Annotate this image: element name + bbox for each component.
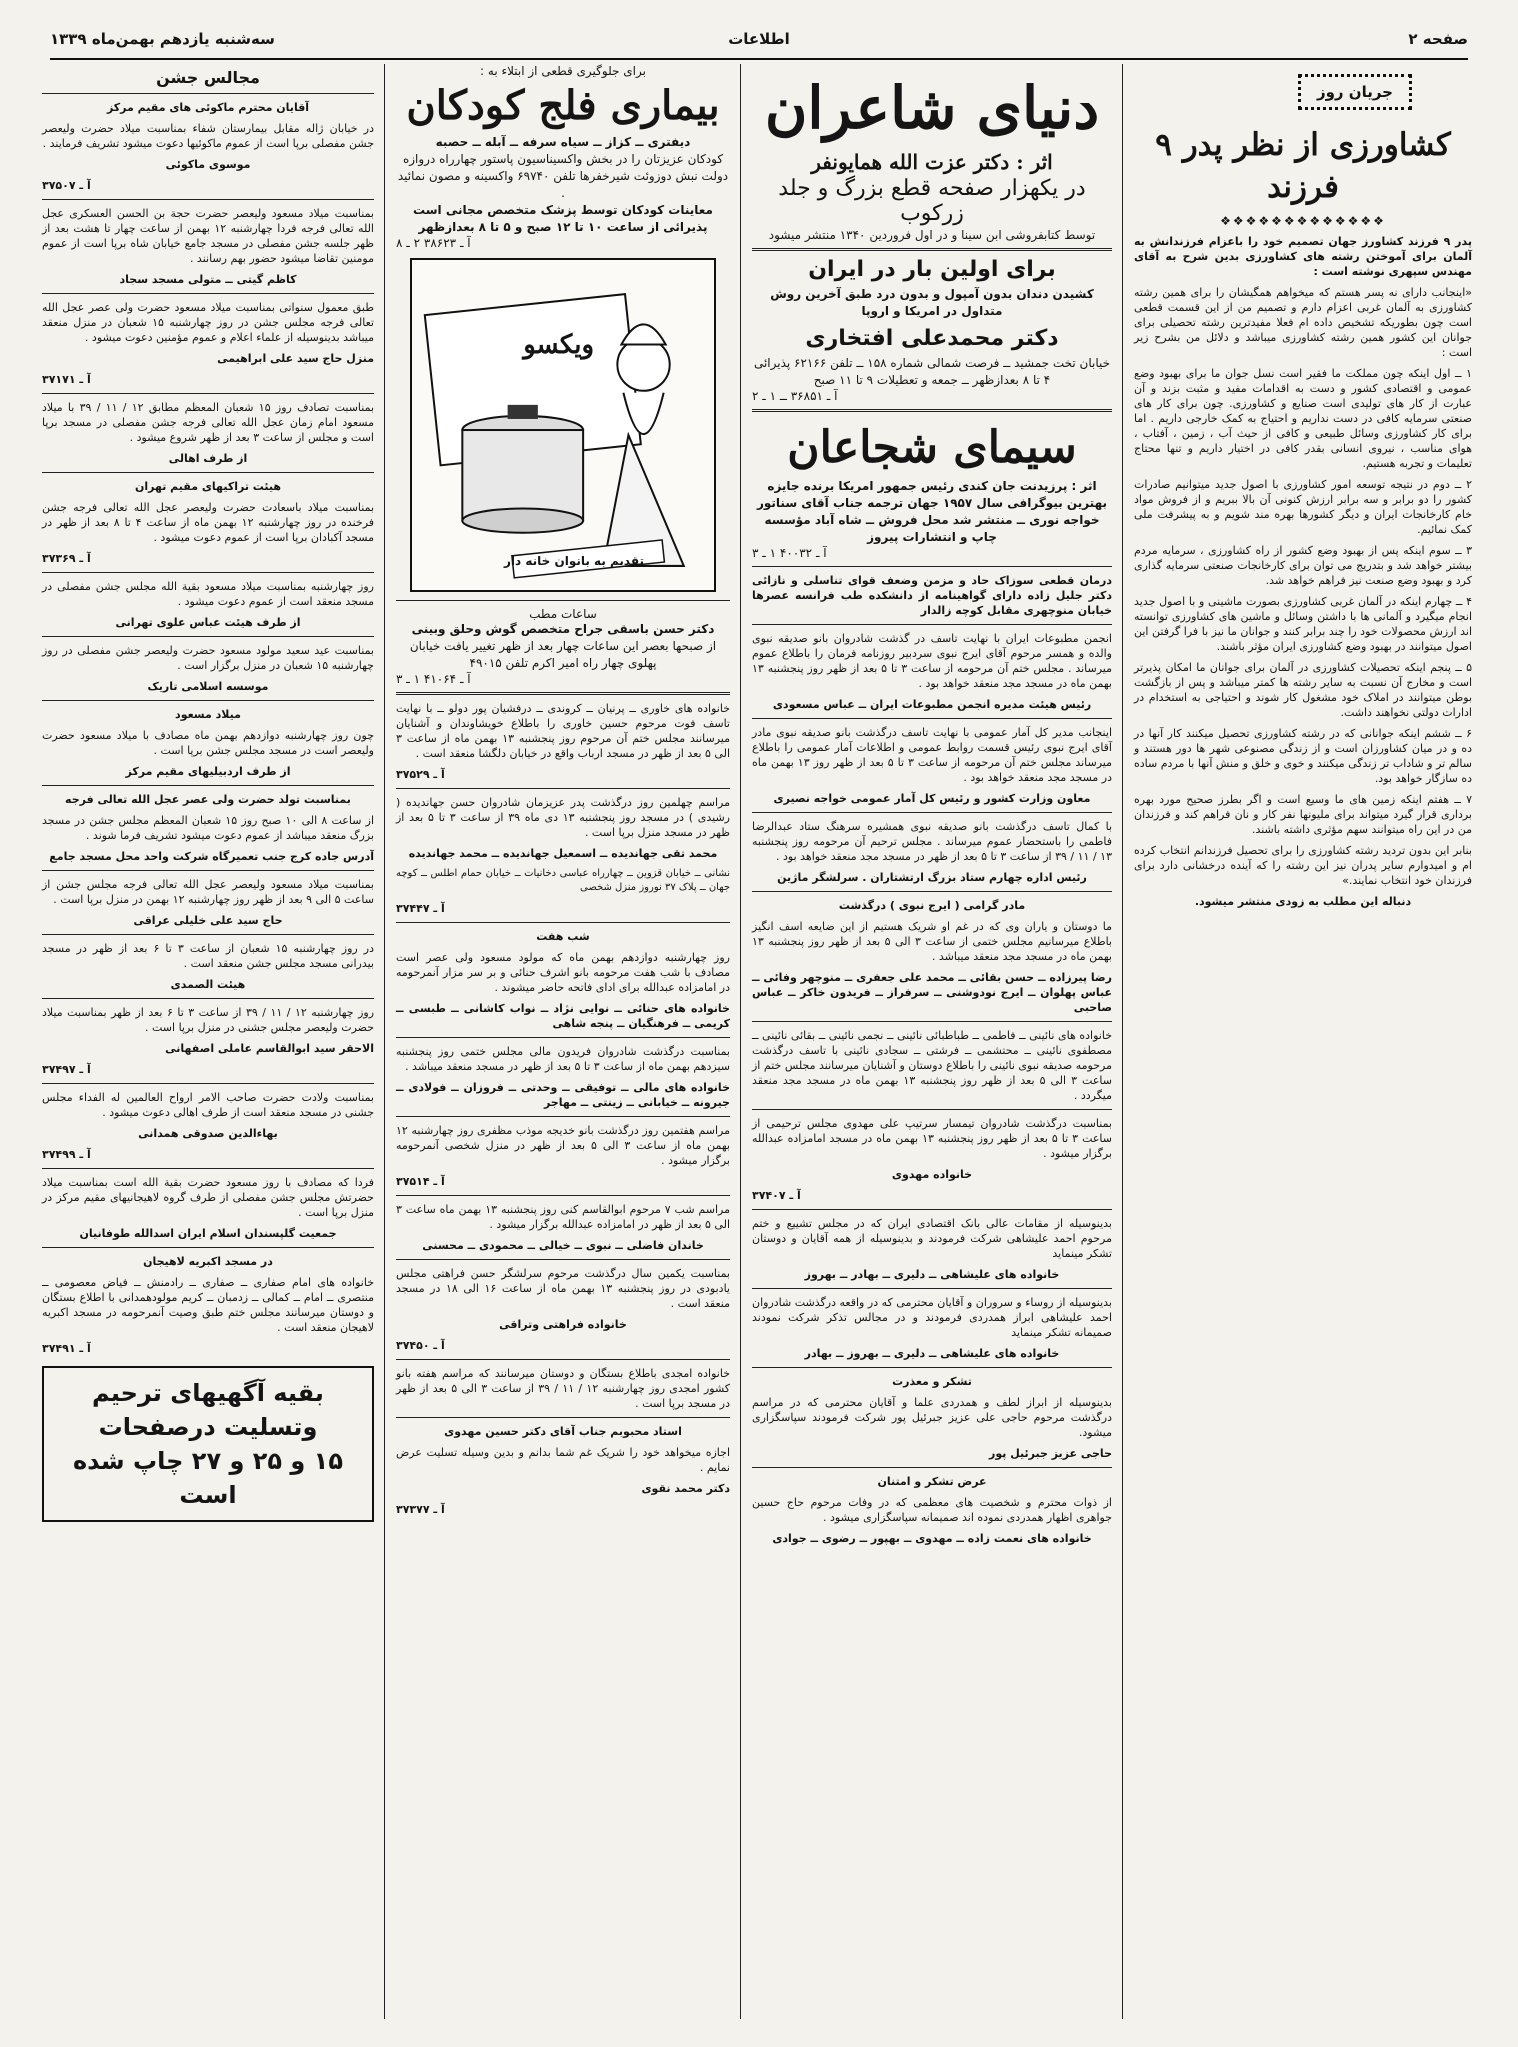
notice: چون روز چهارشنبه دوازدهم بهمن ماه مصادف با میلاد مسعود حضرت ولیعصر است در مسجد مجلس جشن برپا است . [42,729,374,757]
issue-date: سه‌شنبه یازدهم بهمن‌ماه ۱۳۳۹ [50,30,275,48]
dentist-name: دکتر محمدعلی افتخاری [805,326,1059,351]
notice-signature: آدرس جاده کرج جنب تعمیرگاه شرکت واحد محل مسجد جامع [49,850,374,863]
paragraph: پدر ۹ فرزند کشاورز جهان تصمیم خود را باعزام فرزندانش به آلمان برای آموختن رشته های کشاورزی بدین شرح به آقای مهندس سپهری نوشته است : [1134,235,1472,278]
divider [42,870,374,871]
notice: ما دوستان و یاران وی که در غم او شریک هستیم از این ضایعه اسف انگیز باطلاع میرسانیم مجلس ختمی از ساعت ۳ الی ۵ بعد از ظهر روز پنجشنبه ۱۳ بهمن ماه در مسجد مجد منعقد میباشد . [752,920,1112,963]
notice: بمناسبت یکمین سال درگذشت مرحوم سرلشگر حسن فراهتی مجلس یادبودی در روز پنجشنبه ۱۳ بهمن ماه از ساعت ۱۶ الی ۱۸ در مسجد منعقد است . [396,1267,730,1310]
notice-address: نشانی ــ خیابان قزوین ــ چهارراه عباسی دخانیات ــ خیابان حمام اطلس ــ کوچه جهان ــ پلاک ۳۷ نوروز منزل شخصی [396,868,730,893]
notice-signature: حاج سید علی خلیلی عراقی [133,914,283,927]
ad-reference: آ ـ ۳۷۳۷۷ [396,1503,445,1516]
notice-signature: رئیس هیئت مدیره انجمن مطبوعات ایران ــ عباس مسعودی [772,698,1092,711]
notice: بمناسبت ولادت حضرت صاحب الامر ارواح العالمین له الفداء مجلس جشنی در مسجد منعقد است از طرف اهالی دعوت میشود . [42,1091,374,1119]
column-3 [390,64,736,2019]
notice: خانواده های خاوری ــ پرنیان ــ کروندی ــ درفشیان پور دولو ــ با نهایت تاسف فوت مرحوم حسین خاوری را باطلاع خویشاوندان و آشنایان میرسانند مجلس ختم آن مرحوم روز پنجشنبه ۱۳ بهمن ماه از ساعت ۳ الی ۵ بعد از ظهر در مسجد ارباب واقع در خیابان دلگشا منعقد است . [396,702,731,760]
notice-signature: موسسه اسلامی تاریک [147,680,269,693]
divider [396,1037,730,1038]
column-1 [1128,64,1478,2019]
notice-signature: از طرف هیئت عباس علوی تهرانی [115,616,301,629]
notices [752,631,1112,1546]
divider [752,1288,1112,1289]
ad-reference: آ ـ ۳۸۶۲۳ ۲ ـ ۸ [396,236,471,250]
divider [42,700,374,701]
notice-signature: خانواده های مالی ــ توفیقی ــ وحدتی ــ فروزان ــ فولادی ــ جیرونه ــ خیابانی ــ زینتی ــ مهاجر [396,1081,730,1109]
column-divider [740,64,741,2019]
notice: بمناسبت عید سعید مولود مسعود حضرت ولیعصر جشن مفصلی در روز چهارشنبه ۱۵ شعبان در منزل برگزار است . [42,644,374,672]
divider [42,785,374,786]
notice: خانواده های نائینی ــ فاطمی ــ طباطبائی نائینی ــ نجمی نائینی ــ بقائی نائینی ــ مصطفوی نائینی ــ محتشمی ــ فرشتی ــ سجادی نائینی با تاسف درگذشت مرحومه صدیقه نبوی نائینی را باطلاع دوستان و آشنایان میرسانند مجلس ختم از ساعت ۳ الی ۵ بعد از ظهر روز پنجشنبه ۱۳ بهمن ماه در مسجد مجد منعقد میگردد . [752,1029,1112,1102]
notice-signature: الاحقر سید ابوالقاسم عاملی اصفهانی [165,1042,374,1055]
divider [42,998,374,999]
notice: بمناسبت درگذشت شادروان تیمسار سرتیپ علی مهدوی مجلس ترحیمی از ساعت ۳ تا ۵ بعد از ظهر روز پنجشنبه ۱۳ بهمن ماه در مسجد امامزاده عبدالله برگزار میشود . [752,1117,1112,1160]
paragraph: ۱ ــ اول اینکه چون مملکت ما فقیر است نسل جوان ما برای بهبود وضع عمومی و اقتصادی کشور و دست به اقدامات مفید و مثبت بزند و آن عبارت از کار های تولیدی است صنایع و کشاورزی. چون برای کار های صنعتی سرمایه کافی در دست نداریم و احتیاج به کمک خارجی داریم . اما برای کار کشاورزی وسائل طبیعی و کافی از حیث آب ، زمین ، آفتاب ، هوای مناسب ، نیروی انسانی بقدر کافی در اختیار داریم و تنها محتاج تعلیمات و تجربه هستیم. [1134,367,1472,470]
divider [42,1247,374,1248]
ornament-divider: ❖❖❖❖❖❖❖❖❖❖❖❖❖ [1220,214,1386,228]
book-publisher-note: توسط کتابفروشی ابن سینا و در اول فروردین ۱۳۴۰ منتشر میشود [768,228,1096,242]
divider [396,922,730,923]
article-body [1134,234,1472,909]
notice-signature: موسوی ماکوئی [165,158,251,171]
notice: روز چهارشنبه بمناسبت میلاد مسعود بقیة الله مجلس جشن مفصلی در مسجد منعقد است از عموم دعوت میشود . [42,580,374,608]
notice-signature: خانواده های علیشاهی ــ دلیری ــ بهادر ــ بهروز [804,1268,1060,1281]
continuation-box [42,1366,374,1522]
divider [752,891,1112,892]
celebration-notices [42,100,374,1356]
notice-signature: دکتر محمد نقوی [641,1482,730,1495]
notice: خانواده امجدی باطلاع بستگان و دوستان میرسانند که مراسم هفته بانو کشور امجدی روز چهارشنبه ۱۲ / ۱۱ / ۳۹ از ساعت ۳ الی ۵ بعد از ظهر در مسجد برپا است . [396,1367,731,1410]
divider [752,624,1112,625]
divider [752,248,1112,251]
polio-ad-kicker: برای جلوگیری قطعی از ابتلاء به : [480,64,646,78]
divider [752,1209,1112,1210]
column-4 [36,64,380,2019]
notice-title: مادر گرامی ( ایرج نبوی ) درگذشت [838,899,1026,912]
paragraph: ۵ ــ پنجم اینکه تحصیلات کشاورزی در آلمان برای جوانان ما امکان پذیرتر است و مخارج آن نسبت به سایر رشته ها کمتر میباشد و پس از بازگشت بوطن میتوانند در املاک خود مشغول کار شوند و احتیاجی به استخدام در ادارات دولتی نخواهند داشت. [1134,661,1472,719]
divider [42,636,374,637]
dentist-address: خیابان تخت جمشید ــ فرصت شمالی شماره ۱۵۸ ــ تلفن ۶۲۱۶۶ پذیرائی ۴ تا ۸ بعدازظهر ــ جمعه و تعطیلات ۹ تا ۱۱ صبح [753,356,1111,387]
ad-reference: آ ـ ۳۷۴۴۷ [396,902,445,915]
ad-reference: آ ـ ۳۷۳۶۹ [42,552,91,565]
notice-signature: خاندان فاضلی ــ نبوی ــ خیالی ــ محمودی ــ محسنی [422,1239,704,1252]
divider [42,472,374,473]
article-headline: کشاورزی از نظر پدر ۹ فرزند [1155,127,1451,205]
notice-signature: خانواده های نعمت زاده ــ مهدوی ــ بهپور ــ رضوی ــ جوادی [772,1532,1092,1545]
divider [752,1021,1112,1022]
notice: با کمال تاسف درگذشت بانو صدیقه نبوی همشیره سرهنگ ستاد عبدالرضا فاطمی را باستحضار عموم میرساند . مجلس ترحیم آن مرحومه روز پنجشنبه ۱۳ / ۱۱ / ۳۹ از ساعت ۳ تا ۵ بعد از ظهر در مسجد مجد منعقد خواهد بود . [752,820,1112,863]
polio-ad-title: بیماری فلج کودکان [406,82,720,129]
notice-signature: بهاءالدین صدوقی همدانی [138,1127,278,1140]
continuation-line-2: ۱۵ و ۲۵ و ۲۷ چاپ شده است [73,1447,343,1509]
notice-signature: خانواده های حنائی ــ نوایی نژاد ــ نواب کاشانی ــ طبسی ــ کریمی ــ فرهنگیان ــ پنجه شاهی [396,1002,730,1030]
column-2 [746,64,1118,2019]
divider [396,600,730,601]
notice-title: شب هفت [536,930,590,943]
divider [42,393,374,394]
notice: اجازه میخواهد خود را شریک غم شما بدانم و بدین وسیله تسلیت عرض نمایم . [396,1446,730,1474]
notice: روز چهارشنبه دوازدهم بهمن ماه که مولود مسعود ولی عصر است مصادف با شب هفت مرحومه بانو اشرف حنائی و بر سر مزار آنمرحومه در امامزاده عبدالله برای ادای فاتحه حاضر میشوند . [396,951,730,994]
notice-title: بمناسبت تولد حضرت ولی عصر عجل الله تعالی فرجه [65,793,351,806]
notice-signature: جمعیت گلپسندان اسلام ایران اسدالله طوفانیان [79,1227,337,1240]
doctor-name: دکتر حسن باسقی جراح متخصص گوش وحلق وبینی [411,622,715,636]
divider [752,1467,1112,1468]
ad-reference: آ ـ ۳۷۴۹۱ [42,1342,91,1355]
divider [396,1116,730,1117]
column-divider [384,64,385,2019]
notice-title: عرض تشکر و امتنان [877,1475,987,1488]
divider [396,1417,730,1418]
notice-signature: رضا پیرزاده ــ حسن بقائی ــ محمد علی جعفری ــ منوچهر وفائی ــ عباس پهلوان ــ ایرج نودوشنی ــ سرفراز ــ فریدون خاکر ــ عباس صاحبی [752,971,1112,1014]
notice: بمناسبت میلاد باسعادت حضرت ولیعصر عجل الله تعالی فرجه جشن فرخنده در روز چهارشنبه ۱۲ بهمن ماه از ساعت ۴ تا ۸ بعد از ظهر در مسجد آکبادان برپا است از عموم دعوت میشود . [42,501,375,544]
notice: بدینوسیله از مقامات عالی بانک اقتصادی ایران که در مجلس تشییع و ختم مرحوم احمد علیشاهی شرکت فرمودند و بدینوسیله از همه آقایان و دوستان تشکر مینماید [752,1217,1112,1260]
ad-reference: آ ـ ۳۷۱۷۱ [42,373,91,386]
book-title-2: سیمای شجاعان [787,422,1077,473]
notice: بمناسبت درگذشت شادروان فریدون مالی مجلس ختمی روز پنجشنبه سیزدهم بهمن ماه از ساعت ۳ تا ۵ بعد از ظهر در مسجد منعقد میباشد . [396,1045,730,1073]
divider [42,199,374,200]
paragraph: ۲ ــ دوم در نتیجه توسعه امور کشاورزی با اصول جدید میتوانیم صادرات کشور را دو برابر و سه برابر ارزش کنونی آن بالا ببریم و از فروش مواد خام کارخانجات ایران و دیگر کشورها بهره مند شویم و به پیشرفت ملی کمک نمائیم. [1134,478,1472,536]
notice-title: هیئت تراکیهای مقیم تهران [134,480,282,493]
clinic-details: از صبحها بعصر این ساعات چهار بعد از ظهر تغییر یافت خیابان پهلوی چهار راه امیر اکرم تلفن ۴۹۰۱۵ [409,639,717,670]
paragraph: ۷ ــ هفتم اینکه زمین های ما وسیع است و اگر بطرز صحیح مورد بهره برداری قرار گیرد میتواند برای ملیونها نفر کار و نان فراهم کند و فرزندان من در این راه میتوانند سهم مؤثری داشته باشند. [1134,793,1472,836]
divider [752,409,1112,412]
divider [42,1083,374,1084]
notice-signature: محمد تقی جهاندیده ــ اسمعیل جهاندیده ــ محمد جهاندیده [408,847,718,860]
divider [396,1359,730,1360]
book2-description: اثر : پرزیدنت جان کندی رئیس جمهور امریکا برنده جایزه بهترین بیوگرافی سال ۱۹۵۷ جهان ترجمه جناب آقای سناتور خواجه نوری ــ منتشر شد محل فروش ــ شاه آباد مؤسسه چاپ و انتشارات پیروز [756,479,1108,544]
ad-reference: آ ـ ۳۷۴۵۰ [396,1339,445,1352]
notice: بمناسبت میلاد مسعود ولیعصر عجل الله تعالی فرجه مجلس جشن از ساعت ۵ الی ۹ بعد از ظهر روز چهارشنبه ۱۲ بهمن در منزل برپا است . [42,878,374,906]
divider [396,692,730,695]
polio-ad-body: کودکان عزیزتان را در بخش واکسیناسیون پاستور چهارراه دروازه دولت نبش دوزوئت شیرخفرها تلفن ۶۹۷۴۰ واکسینه و مصون نمائید . [397,152,729,200]
notice-title: استاد محبوبم جناب آقای دکتر حسین مهدوی [444,1425,682,1438]
notice: روز چهارشنبه ۱۲ / ۱۱ / ۳۹ از ساعت ۳ تا ۶ بعد از ظهر بمناسبت میلاد حضرت ولیعصر مجلس جشنی در منزل برپا است . [42,1006,375,1034]
dentist-ad-body: کشیدن دندان بدون آمپول و بدون درد طبق آخرین روش متداول در امریکا و اروپا [770,287,1094,318]
notice: بدینوسیله از ابراز لطف و همدردی علما و آقایان محترمی که در مراسم درگذشت مرحوم حاجی علی عزیز جبرئیل پور شرکت فرمودند سپاسگزاری میشود. [752,1396,1112,1439]
notice: در روز چهارشنبه ۱۵ شعبان از ساعت ۳ تا ۶ بعد از ظهر در مسجد بیدرانی مسجد مجلس جشن منعقد است . [42,942,375,970]
notice-signature: از طرف اهالی [168,452,248,465]
column-divider [1122,64,1123,2019]
vaccine-list: دیفتری ــ کزاز ــ سیاه سرفه ــ آبله ــ حصبه [435,135,691,149]
notice-signature: خانواده های علیشاهی ــ دلیری ــ بهروز ــ بهادر [804,1347,1060,1360]
divider [752,1109,1112,1110]
divider [42,1168,374,1169]
ad-reference: آ ـ ۳۷۵۱۴ [396,1175,445,1188]
notice: بدینوسیله از روساء و سروران و آقایان محترمی که در واقعه درگذشت شادروان احمد علیشاهی ابراز همدردی فرمودند و در مجالس تذکر شرکت نمودند صمیمانه تشکر مینماید [752,1296,1112,1339]
notice: در خیابان ژاله مقابل بیمارستان شفاء بمناسبت میلاد حضرت ولیعصر جشن مفصلی برپا است از عموم ماکوئیها دعوت میشود تشریف فرمایند . [42,122,374,150]
notice-signature: معاون وزارت کشور و رئیس کل آمار عمومی خواجه نصیری [773,792,1091,805]
book-author: اثر : دکتر عزت الله همایونفر [811,150,1053,174]
notice-signature: از طرف اردبیلیهای مقیم مرکز [125,765,291,778]
ad-reference: آ ـ ۴۰۰۳۲ ۱ ـ ۳ [752,546,827,560]
divider [752,1367,1112,1368]
notice-title: میلاد مسعود [175,708,241,721]
notices [396,701,730,1517]
divider [42,93,374,94]
book-title: دنیای شاعران [764,74,1100,142]
notice-signature: منزل حاج سید علی ابراهیمی [217,352,374,365]
paragraph: ۶ ــ ششم اینکه جوانانی که در رشته کشاورزی تحصیل میکنند کار آنها در ده و در میان کشاورزان است و از زندگی مصنوعی شهر ها دور هستند و سالم تر و شاداب تر زندگی میکنند و خوی و خلق و منش آنها با مردم ساده ده سازگار خواهد بود. [1134,727,1472,785]
notice: فردا که مصادف با روز مسعود حضرت بقیة الله است بمناسبت میلاد حضرتش مجلس جشن مفصلی از طرف گروه لاهیجانیهای مقیم مرکز در منزل برپا است . [42,1176,374,1219]
notice-signature: خانواده فراهتی وتراقی [499,1318,627,1331]
notice-title: آقایان محترم ماکوئی های مقیم مرکز [106,101,310,114]
divider [752,812,1112,813]
notice-title: در مسجد اکبریه لاهیجان [143,1255,273,1268]
page-header [50,30,1468,54]
header-rule [50,58,1468,60]
notice-signature: رئیس اداره چهارم ستاد بزرگ ارتشتاران . سرلشگر ماژین [777,871,1087,884]
notice: از ساعت ۸ الی ۱۰ صبح روز ۱۵ شعبان المعظم مجلس جشن در مسجد بزرگ منعقد میباشد از عموم دعوت میشود تشریف فرما شوند . [42,814,374,842]
page-number: صفحه ۲ [1408,30,1468,48]
notice: مراسم هفتمین روز درگذشت بانو خدیجه موذب مظفری روز چهارشنبه ۱۲ بهمن ماه از ساعت ۳ الی ۵ بعد از ظهر در منزل شخصی آنمرحومه برگزار میشود . [396,1124,730,1167]
ad-reference: آ ـ ۳۷۴۹۹ [42,1148,91,1161]
paragraph: «اینجانب دارای نه پسر هستم که میخواهم همگیشان را برای همین رشته کشاورزی به آلمان غربی اعزام دارم و تصمیم من از این قسمت قطعی است چون بطوریکه تشخیص داده ام فعلا مفیدترین رشته تحصیلی برای جوانان این کشور همین رشته کشاورزی میباشد و دلائل من بشرح زیر است : [1134,286,1472,359]
notice-title: تشکر و معذرت [892,1375,972,1388]
notice: بمناسبت میلاد مسعود ولیعصر حضرت حجة بن الحسن العسکری عجل الله تعالی فرجه فردا چهارشنبه ۱۲ بهمن از ساعت چهار تا هشت بعد از ظهر جلسه جشن مفصلی در مسجد جامع خیابان شاه برپا است از عموم مومنین تقاضا میشود حضور بهم رسانند . [42,207,374,265]
ad-reference: آ ـ ۳۷۵۰۷ [42,179,91,192]
ad-reference: آ ـ ۳۶۸۵۱ ــ ۱ ـ ۲ [752,389,838,403]
notice: مراسم چهلمین روز درگذشت پدر عزیزمان شادروان حسن جهاندیده ( رشیدی ) در مسجد روز پنجشنبه ۱۳ دی ماه ۳۹ از ساعت ۳ تا ۵ بعد از ظهر در مسجد منزل برپا است . [396,796,730,839]
notice-signature: حاجی عزیز جبرئیل پور [989,1447,1112,1460]
product-label: ویکسو [523,330,594,360]
notice: مراسم شب ۷ مرحوم ابوالقاسم کنی روز پنجشنبه ۱۳ بهمن ماه ساعت ۳ الی ۵ بعد از ظهر در امامزاده عبدالله برگزار میشود . [396,1203,730,1231]
divider [42,934,374,935]
notice-signature: کاظم گیتی ــ متولی مسجد سجاد [119,273,297,286]
divider [42,572,374,573]
divider [396,1259,730,1260]
paragraph: ۳ ــ سوم اینکه پس از بهبود وضع کشور از راه کشاورزی ، سرمایه مردم بیشتر خواهد شد و بتدریج می توان برای کارخانجات صنعتی سرمایه گذاری کرد و بهبود وضع صنعت نیز فراهم خواهد شد. [1134,544,1472,587]
polio-ad-body-2: معاینات کودکان توسط پزشک متخصص مجانی است پذیرائی از ساعت ۱۰ تا ۱۲ صبح و ۵ تا ۸ بعدازظهر [413,203,713,234]
continuation-line-1: بقیه آگهیهای ترحیم وتسلیت درصفحات [92,1379,324,1441]
section-title: مجالس جشن [156,68,260,87]
chef-pot-illustration [410,258,716,592]
divider [42,293,374,294]
book-format: در یکهزار صفحه قطع بزرگ و جلد زرکوب [778,176,1086,226]
dentist-ad-title: برای اولین بار در ایران [808,257,1056,282]
section-badge: جریان روز [1298,74,1412,110]
notice: طبق معمول سنواتی بمناسبت میلاد مسعود حضرت ولی عصر عجل الله تعالی فرجه مجلس جشن در روز چهارشنبه ۱۵ شعبان در منزل منعقد میباشد بدینوسیله از علماء اعلام و عموم مؤمنین دعوت میشود . [42,301,374,344]
notice: اینجانب مدیر کل آمار عمومی با نهایت تاسف درگذشت بانو صدیقه نبوی مادر آقای ایرج نبوی رئیس قسمت روابط عمومی و اطلاعات آمار عمومی را باطلاع میرساند مجلس ختم آن مرحومه از ساعت ۳ تا ۵ بعد از ظهر روز ۱۳ بهمن ماه در مسجد مجد منعقد خواهد بود . [752,726,1113,784]
clinic-ad: درمان قطعی سوزاک حاد و مزمن وضعف قوای تناسلی و نازائی دکتر جلیل زاده دارای گواهینامه از دانشکده طب فرانسه عصرها خیابان منوچهری مقابل کوچه زالدار [752,574,1112,617]
newspaper-name: اطلاعات [728,30,790,48]
ad-reference: آ ـ ۳۷۴۰۷ [752,1189,801,1202]
notice: از ذوات محترم و شخصیت های معظمی که در وفات مرحوم حاج حسین جواهری اظهار همدردی نموده اند صمیمانه سپاسگزاری میشود . [752,1496,1112,1524]
divider [752,566,1112,567]
notice-signature: خانواده مهدوی [891,1168,973,1181]
paragraph: ۴ ــ چهارم اینکه در آلمان غربی کشاورزی بصورت ماشینی و با اصول جدید انجام میگیرد و آلمانی ها با داشتن وسائل و ماشین های کشاورزی توانسته اند ارزش محصولات خود را چند برابر کنند و جوانان ما نیز با فرا گرفتن این اصول میتوانند در بهبود وضع کشاورزی ایران مؤثر باشند. [1134,595,1472,653]
ad-reference: آ ـ ۴۱۰۶۴ ۱ ـ ۳ [396,672,471,686]
divider [752,718,1112,719]
paragraph: بنابر این بدون تردید رشته کشاورزی را برای تحصیل فرزندانم انتخاب کرده ام و امیدوارم سایر پدران نیز این رشته را که آینده درخشانی دارد برای فرزندان خود انتخاب نمایند.» [1134,844,1472,887]
notice: انجمن مطبوعات ایران با نهایت تاسف در گذشت شادروان بانو صدیقه نبوی والده و همسر مرحوم آقای ایرج نبوی سردبیر روزنامه فرمان را باطلاع عموم میرساند . مجلس ختم آن مرحومه از ساعت ۳ تا ۵ بعد از ظهر روز پنجشنبه ۱۳ بهمن ماه در مسجد مجد منعقد خواهد بود . [752,632,1112,690]
divider [396,1195,730,1196]
notice: خانواده های امام صفاری ــ صفاری ــ رادمنش ــ فیاض معصومی ــ منتصری ــ امام ــ کمالی ــ زدمبان ــ کریم مولودهمدانی با اطلاع بستگان و دوستان میرسانند مجلس ختم طبق وصیت آنمرحومه در مسجد اکبریه لاهیجان منعقد است . [42,1276,374,1334]
divider [396,788,730,789]
continuation-note: دنباله این مطلب به زودی منتشر میشود. [1194,895,1412,908]
chef-pot-illustration-graphic [412,260,714,590]
notice: بمناسبت تصادف روز ۱۵ شعبان المعظم مطابق ۱۲ / ۱۱ / ۳۹ با میلاد مسعود امام زمان عجل الله تعالی فرجه جشن مفصلی در مسجد برپا است و مجلس از ساعت ۳ بعد از ظهر شروع میشود . [42,401,375,444]
illustration-caption: تقدیم به بانوان خانه دار [504,554,644,568]
notice-signature: هیئت الصمدی [170,978,246,991]
ad-reference: آ ـ ۳۷۵۲۹ [396,768,445,781]
clinic-hours-title: ساعات مطب [529,607,597,621]
ad-reference: آ ـ ۳۷۴۹۷ [42,1063,91,1076]
